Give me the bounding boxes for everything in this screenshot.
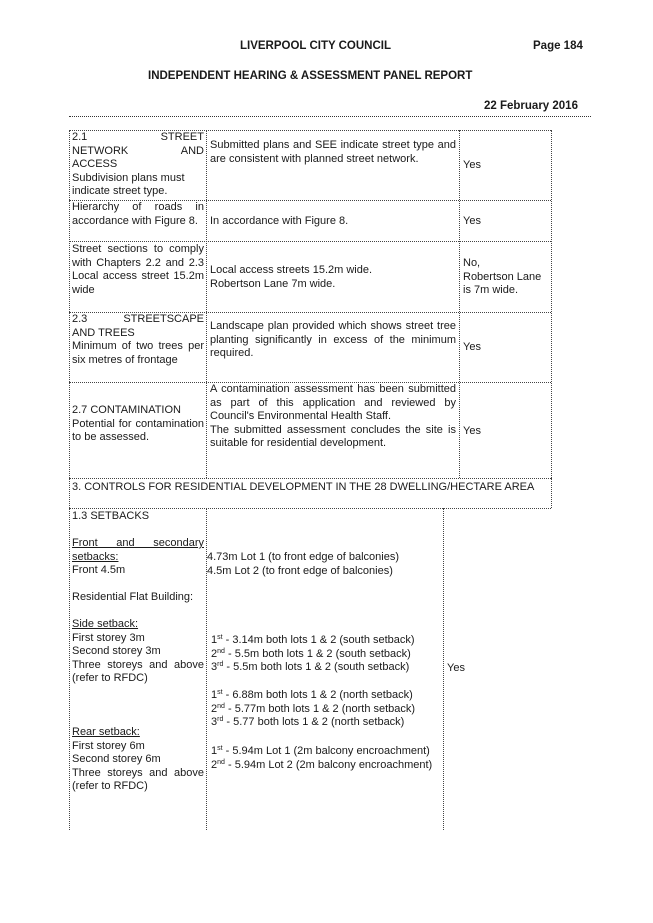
header-rule (69, 116, 591, 117)
row-contamination (72, 404, 204, 445)
streetscape-requirement: Minimum of two trees per six metres of frontage (72, 340, 204, 366)
setbacks-title: 1.3 SETBACKS (72, 510, 150, 522)
council-name: LIVERPOOL CITY COUNCIL (240, 40, 392, 52)
street-sections-compliance: No, Robertson Lane is 7m wide. (463, 257, 542, 296)
report-date: 22 February 2016 (484, 100, 578, 112)
page-number: Page 184 (533, 40, 583, 52)
list-item: 2nd - 5.94m Lot 2 (2m balcony encroachment) (211, 758, 433, 771)
streetscape-proposal: Landscape plan provided which shows street tree planting significantly in excess of the minimum required. (210, 320, 456, 359)
list-item: 2nd - 5.77m both lots 1 & 2 (north setback) (211, 702, 416, 715)
section3-heading: 3. CONTROLS FOR RESIDENTIAL DEVELOPMENT IN THE 28 DWELLING/HECTARE AREA (72, 481, 535, 493)
setbacks-compliance: Yes (447, 662, 465, 674)
side-north-proposal (211, 689, 415, 730)
side-south-proposal (211, 634, 415, 675)
side-setback-heading: Side setback: (72, 618, 139, 630)
contamination-requirement: Potential for contamination to be assessed. (72, 417, 204, 443)
list-item: 3rd - 5.77 both lots 1 & 2 (north setback) (211, 716, 405, 728)
front-setback-proposal: 4.73m Lot 1 (to front edge of balconies) 4.5m Lot 2 (to front edge of balconies) (207, 551, 400, 577)
hierarchy-requirement: Hierarchy of roads in accordance with Figure 8. (72, 201, 204, 227)
list-item: 1st - 3.14m both lots 1 & 2 (south setback) (211, 634, 415, 646)
setbacks-requirements: 1.3 SETBACKS Front and secondary setbacks: Front 4.5m Residential Flat Building: Side setback: First storey 3m Second storey 3m Three storeys and above (refer to RFDC) Rear setback: First storey 6m Second storey 6m Three storeys and above (refer to RFDC) (72, 510, 204, 792)
contamination-proposal: A contamination assessment has been submitted as part of this application and reviewed by Council's Environmental Health Staff. The submitted assessment concludes the site is suitable for residential development. (210, 383, 456, 449)
streetscape-title: 2.3 STREETSCAPE (72, 313, 204, 325)
street-sections-requirement: Street sections to comply with Chapters 2.2 and 2.3 Local access street 15.2m wide (72, 243, 204, 296)
contamination-title: 2.7 CONTAMINATION (72, 404, 181, 416)
street-network-compliance: Yes (463, 159, 481, 171)
list-item: 2nd - 5.5m both lots 1 & 2 (south setback) (211, 647, 411, 660)
front-setback-heading: Front and secondary setbacks: (72, 537, 204, 563)
street-network-title: 2.1 STREET (72, 131, 204, 143)
street-network-proposal: Submitted plans and SEE indicate street type and are consistent with planned street network. (210, 139, 456, 165)
row-street-network: 2.1 STREET NETWORK AND ACCESS Subdivision plans must indicate street type. (72, 131, 204, 197)
rear-proposal (211, 745, 441, 772)
report-title: INDEPENDENT HEARING & ASSESSMENT PANEL REPORT (148, 70, 473, 82)
street-sections-proposal: Local access streets 15.2m wide. Robertson Lane 7m wide. (210, 264, 373, 290)
hierarchy-compliance: Yes (463, 215, 481, 227)
hierarchy-proposal: In accordance with Figure 8. (210, 215, 349, 227)
streetscape-compliance: Yes (463, 341, 481, 353)
contamination-compliance: Yes (463, 425, 481, 437)
row-streetscape: 2.3 STREETSCAPE AND TREES Minimum of two trees per six metres of frontage (72, 313, 204, 366)
list-item: 1st - 6.88m both lots 1 & 2 (north setback) (211, 689, 413, 701)
street-network-requirement: Subdivision plans must indicate street type. (72, 171, 185, 197)
rear-setback-heading: Rear setback: (72, 726, 140, 738)
list-item: 1st - 5.94m Lot 1 (2m balcony encroachment) (211, 745, 430, 757)
list-item: 3rd - 5.5m both lots 1 & 2 (south setback) (211, 661, 410, 673)
